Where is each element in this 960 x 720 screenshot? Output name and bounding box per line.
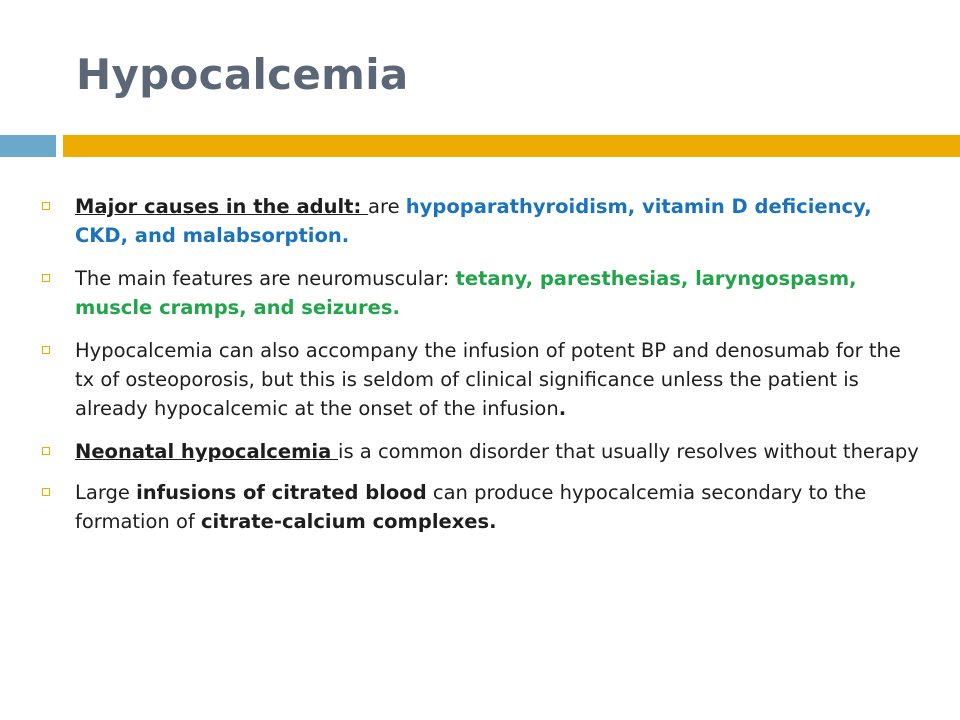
major-causes-lead: Major causes in the adult: xyxy=(75,195,369,218)
square-bullet-icon xyxy=(42,488,50,496)
square-bullet-icon xyxy=(42,447,50,455)
bullet-major-causes xyxy=(40,192,925,250)
bullet-neonatal xyxy=(40,437,925,466)
square-bullet-icon xyxy=(42,346,50,354)
main-features-text: The main features are neuromuscular: xyxy=(75,267,456,290)
square-bullet-icon xyxy=(42,274,50,282)
infusion-end: . xyxy=(558,397,567,420)
main-features-list: tetany, paresthesias, laryngospasm, muscle cramps, and seizures. xyxy=(75,267,857,319)
bullet-list xyxy=(40,192,925,550)
square-bullet-icon xyxy=(42,202,50,210)
accent-bar-left xyxy=(0,135,56,157)
bullet-infusion xyxy=(40,336,925,423)
major-causes-list: hypoparathyroidism, vitamin D deficiency, CKD, and malabsorption. xyxy=(75,195,872,247)
neonatal-text: is a common disorder that usually resolves without therapy xyxy=(338,440,919,463)
citrated-bold-1: infusions of citrated blood xyxy=(136,481,427,504)
accent-bar-right xyxy=(63,135,960,157)
neonatal-lead: Neonatal hypocalcemia xyxy=(75,440,339,463)
major-causes-mid: are xyxy=(368,195,406,218)
citrated-text-1: Large xyxy=(75,481,137,504)
bullet-citrated-blood xyxy=(40,478,925,536)
citrated-text-2: can produce hypocalcemia secondary to the formation of xyxy=(75,481,867,533)
bullet-main-features xyxy=(40,264,925,322)
citrated-bold-2: citrate-calcium complexes. xyxy=(200,510,497,533)
infusion-text: Hypocalcemia can also accompany the infusion of potent BP and denosumab for the tx of osteoporosis, but this is seldom of clinical significance unless the patient is already hypocalcemic at the onset of the infusion xyxy=(75,339,901,420)
slide-title: Hypocalcemia xyxy=(76,50,409,99)
